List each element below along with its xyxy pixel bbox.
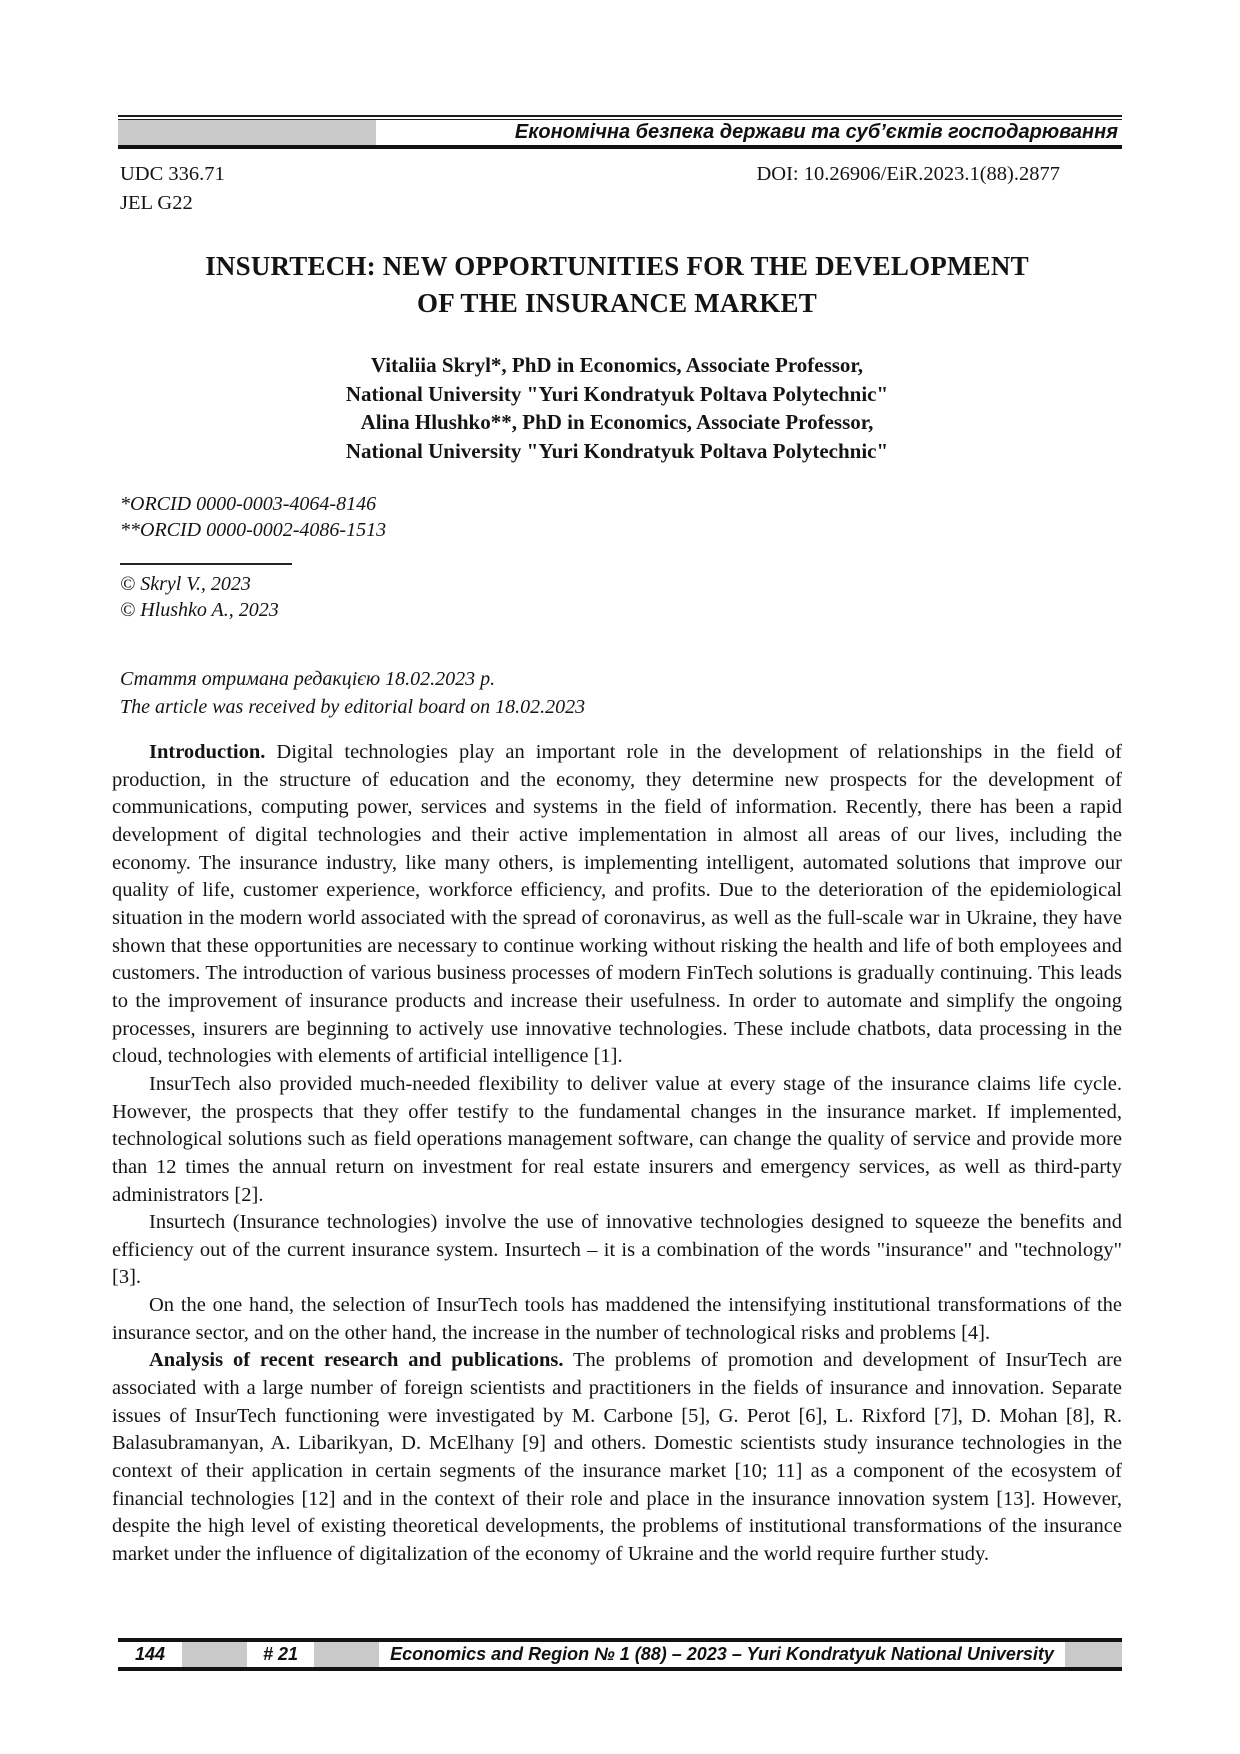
meta-left	[120, 160, 225, 218]
authors-block	[112, 351, 1122, 465]
author-affiliation-line: National University "Yuri Kondratyuk Poltava Polytechnic"	[345, 438, 889, 463]
paragraph-introduction	[112, 739, 1122, 1071]
header-bar	[118, 115, 1122, 149]
doi-label: DOI: 10.26906/EiR.2023.1(88).2877	[756, 163, 1060, 185]
orcid-block	[120, 492, 386, 543]
section-title: Економічна безпека держави та суб’єктів господарювання	[514, 121, 1118, 143]
received-date-en: The article was received by editorial board on 18.02.2023	[120, 695, 586, 718]
footer-journal-title: Economics and Region № 1 (88) – 2023 – Yuri Kondratyuk National University	[390, 1644, 1054, 1664]
footer-page-number: 144	[134, 1644, 166, 1664]
header-band	[118, 119, 1122, 149]
received-block	[120, 666, 585, 721]
jel-code: JEL G22	[120, 192, 193, 214]
paragraph	[112, 1071, 1122, 1209]
footer-gray-block	[314, 1642, 379, 1667]
paragraph	[112, 1292, 1122, 1347]
paragraph-text: InsurTech also provided much-needed flexibility to deliver value at every stage of the insurance claims life cycle. However, the prospects that they offer testify to the fundamental changes in the insurance market. If implemented, technological solutions such as field operations management software, can change the quality of service and provide more than 12 times the annual return on investment for real estate insurers and emergency services, as well as third-party administrators [2].	[112, 1072, 1122, 1206]
author-affiliation-line: National University "Yuri Kondratyuk Poltava Polytechnic"	[345, 381, 889, 406]
header-gray-block	[118, 120, 376, 145]
article-title	[112, 248, 1122, 321]
footer-issue-number: # 21	[262, 1644, 299, 1664]
paragraph-text: The problems of promotion and development of InsurTech are associated with a large number of foreign scientists and practitioners in the fields of insurance and innovation. Separate issues of InsurTech functioning were investigated by M. Carbone [5], G. Perot [6], L. Rixford [7], D. Mohan [8], R. Balasubramanyan, A. Libarikyan, D. McElhany [9] and others. Domestic scientists study insurance technologies in the context of their application in certain segments of the insurance market [10; 11] as a component of the ecosystem of financial technologies [12] and in the context of their role and place in the insurance innovation system [13]. However, despite the high level of existing theoretical developments, the problems of institutional transformations of the insurance market under the influence of digitalization of the economy of Ukraine and the world require further study.	[112, 1349, 1122, 1566]
udc-code: UDC 336.71	[120, 163, 225, 185]
footer-gray-block	[182, 1642, 247, 1667]
copyright-block	[120, 572, 279, 623]
paragraph-text: Insurtech (Insurance technologies) involve the use of innovative technologies designed to squeeze the benefits and efficiency out of the current insurance system. Insurtech – it is a combination of the words "insurance" and "technology" [3].	[112, 1211, 1122, 1289]
paragraph-text: Digital technologies play an important role in the development of relationships in the field of production, in the structure of education and the economy, they determine new prospects for the development of communications, computing power, services and systems in the field of information. Recently, there has been a rapid development of digital technologies and their active implementation in almost all areas of our lives, including the economy. The insurance industry, like many others, is implementing intelligent, automated solutions that improve our quality of life, customer experience, workforce efficiency, and profits. Due to the deterioration of the epidemiological situation in the modern world associated with the spread of coronavirus, as well as the full-scale war in Ukraine, they have shown that these opportunities are necessary to continue working without risking the health and life of both employees and customers. The introduction of various business processes of modern FinTech solutions is gradually continuing. This leads to the improvement of insurance products and increase their usefulness. In order to automate and simplify the ongoing processes, insurers are beginning to actively use innovative technologies. These include chatbots, data processing in the cloud, technologies with elements of artificial intelligence [1].	[112, 741, 1122, 1068]
footer-bar	[118, 1638, 1122, 1671]
author-line: Vitaliia Skryl*, PhD in Economics, Associate Professor,	[370, 353, 864, 377]
copyright-divider-rule	[120, 563, 292, 565]
footer-gray-block	[1065, 1642, 1122, 1667]
paragraph-lead: Introduction.	[149, 741, 266, 763]
copyright-line: © Skryl V., 2023	[120, 573, 251, 595]
paragraph	[112, 1209, 1122, 1292]
author-line: Alina Hlushko**, PhD in Economics, Associate Professor,	[360, 410, 874, 434]
received-date-uk: Стаття отримана редакцією 18.02.2023 р.	[120, 668, 496, 690]
paragraph-analysis	[112, 1347, 1122, 1568]
article-title-line2: OF THE INSURANCE MARKET	[417, 287, 817, 318]
paragraph-text: On the one hand, the selection of InsurTech tools has maddened the intensifying institutional transformations of the insurance sector, and on the other hand, the increase in the number of technological risks and problems [4].	[112, 1294, 1122, 1344]
orcid-line: *ORCID 0000-0003-4064-8146	[120, 493, 377, 515]
orcid-line: **ORCID 0000-0002-4086-1513	[120, 518, 387, 541]
article-body	[112, 739, 1122, 1569]
paragraph-lead: Analysis of recent research and publications.	[149, 1349, 564, 1372]
article-title-line1: INSURTECH: NEW OPPORTUNITIES FOR THE DEVELOPMENT	[205, 251, 1029, 281]
copyright-line: © Hlushko A., 2023	[120, 598, 279, 621]
